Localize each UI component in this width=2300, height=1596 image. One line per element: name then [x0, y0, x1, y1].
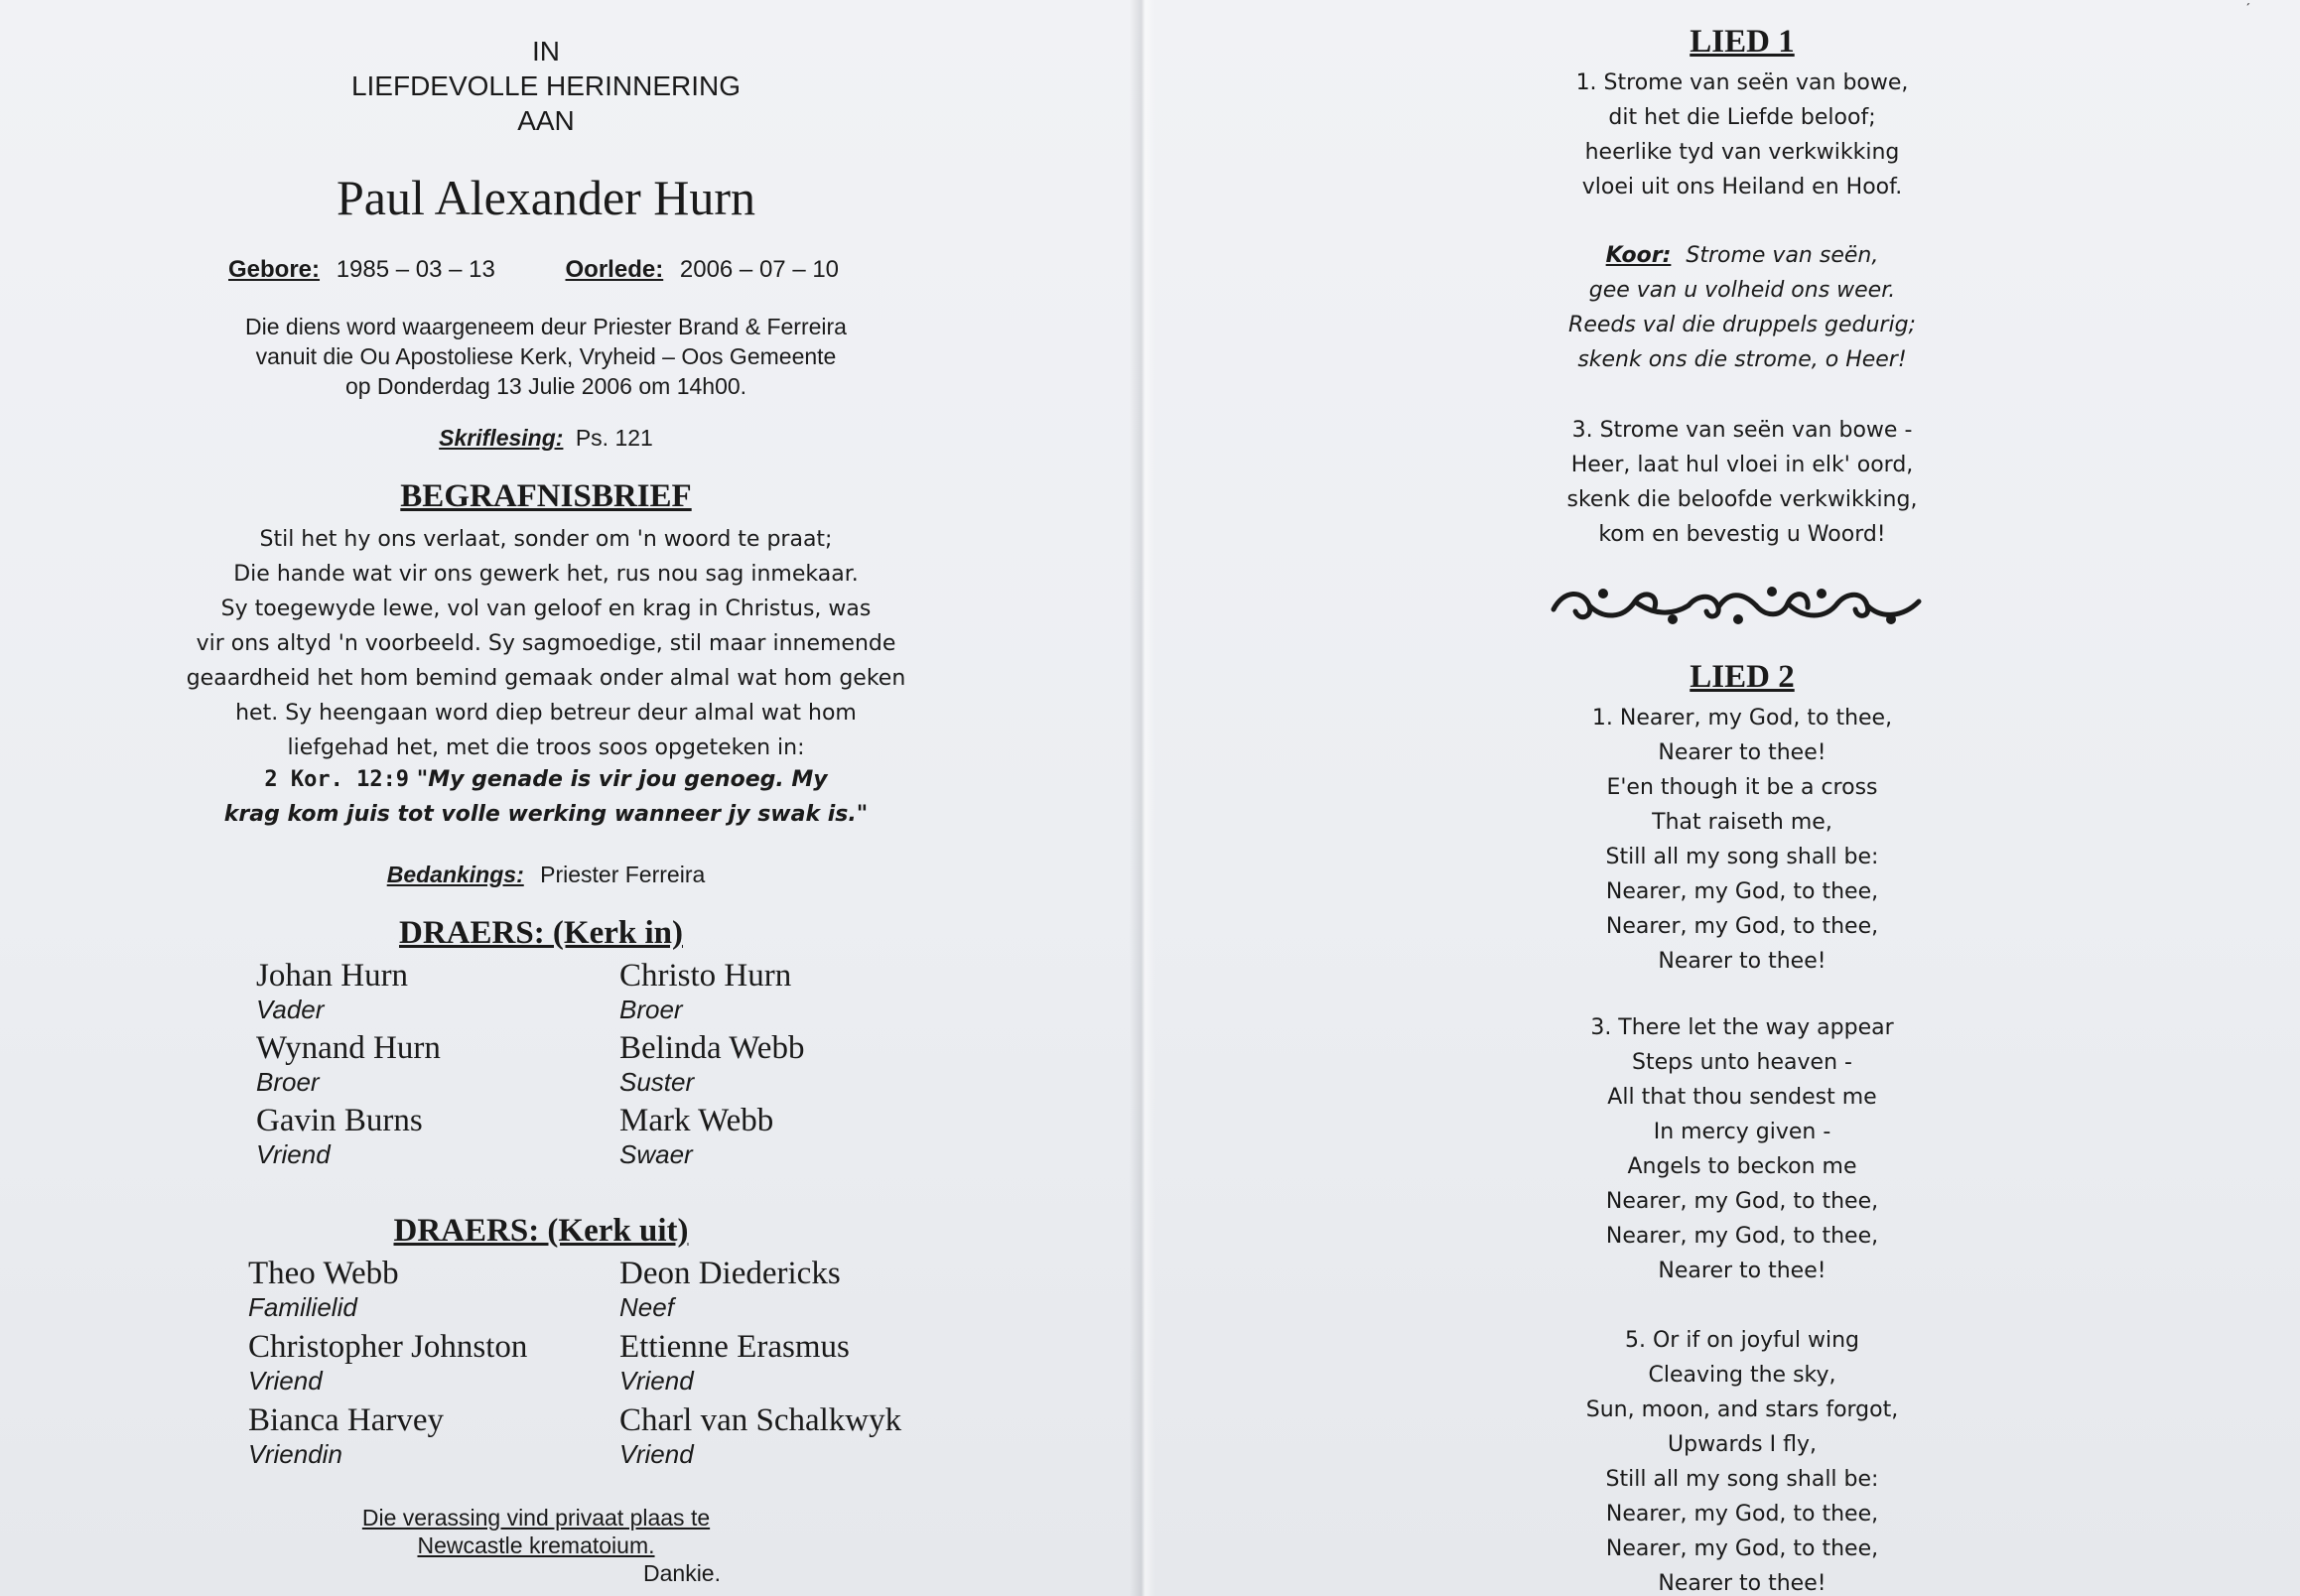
- reading-value: Ps. 121: [575, 425, 653, 451]
- brief-line: Sy toegewyde lewe, vol van geloof en krag in Christus, was: [220, 597, 872, 621]
- bearer-relation: Broer: [256, 1067, 320, 1097]
- lyric-line: 1. Strome van seën van bowe,: [1575, 70, 1909, 95]
- died-label: Oorlede:: [565, 256, 664, 283]
- bearer-relation: Vriend: [619, 1439, 694, 1469]
- lyric-line: 3. Strome van seën van bowe -: [1571, 418, 1913, 443]
- bearer-relation: Vriend: [248, 1366, 323, 1396]
- closing-thanks: Dankie.: [643, 1560, 721, 1586]
- bearer-name: Christopher Johnston: [248, 1329, 528, 1365]
- bearer-name: Johan Hurn: [256, 958, 409, 994]
- lyric-line: dit het die Liefde beloof;: [1608, 105, 1876, 130]
- bearer-name: Ettienne Erasmus: [619, 1329, 850, 1365]
- intro-line: AAN: [517, 105, 575, 136]
- bearer-relation: Vriend: [256, 1139, 331, 1169]
- bearer-relation: Vriendin: [248, 1439, 342, 1469]
- brief-line: het. Sy heengaan word diep betreur deur almal wat hom: [235, 701, 857, 726]
- bearer-name: Mark Webb: [619, 1103, 774, 1138]
- bearer-name: Deon Diedericks: [619, 1256, 841, 1291]
- bearer: [619, 1029, 804, 1097]
- verse-text: "My genade is vir jou genoeg. My: [416, 767, 828, 792]
- brief-line: liefgehad het, met die troos soos opgeteken in:: [287, 735, 805, 760]
- intro-line: IN: [532, 36, 560, 66]
- lyric-line: Cleaving the sky,: [1648, 1363, 1836, 1388]
- lyric-line: Steps unto heaven -: [1632, 1050, 1852, 1075]
- bearer-relation: Broer: [619, 995, 683, 1024]
- bearer: [619, 1102, 773, 1169]
- bearer: [256, 1102, 423, 1169]
- bearer: [256, 1029, 441, 1097]
- scripture-reading: [0, 425, 1092, 452]
- bearer: [256, 957, 408, 1024]
- died-date: 2006 – 07 – 10: [679, 256, 840, 283]
- bearer-relation: Suster: [619, 1067, 695, 1097]
- verse-text: krag kom juis tot volle werking wanneer jy swak is.": [223, 802, 869, 827]
- bearer: [248, 1401, 444, 1469]
- song1-verse3: [1439, 413, 2045, 552]
- lyric-line: E'en though it be a cross: [1606, 775, 1878, 800]
- corner-mark: ˊ: [2245, 2, 2251, 19]
- page-fold: [1130, 0, 1155, 1596]
- lyric-line: 1. Nearer, my God, to thee,: [1591, 706, 1893, 731]
- lyric-line: Nearer, my God, to thee,: [1605, 914, 1879, 939]
- in-memory-heading: [0, 34, 1092, 138]
- lyric-line: Still all my song shall be:: [1605, 845, 1879, 869]
- bearer-name: Gavin Burns: [256, 1103, 423, 1138]
- lyric-line: Strome van seën,: [1686, 243, 1879, 268]
- verse-reference: 2 Kor. 12:9: [264, 767, 410, 792]
- brief-line: Die hande wat vir ons gewerk het, rus nou sag inmekaar.: [233, 562, 859, 587]
- bearer-relation: Swaer: [619, 1139, 693, 1169]
- bearer-name: Theo Webb: [248, 1256, 399, 1291]
- bearer-name: Charl van Schalkwyk: [619, 1402, 902, 1438]
- thanks-value: Priester Ferreira: [540, 862, 706, 887]
- song2-verse1: [1439, 701, 2045, 979]
- service-line: op Donderdag 13 Julie 2006 om 14h00.: [344, 373, 747, 399]
- lyric-line: heerlike tyd van verkwikking: [1584, 140, 1900, 165]
- song2-title: LIED 2: [1690, 659, 1795, 695]
- lyric-line: Nearer to thee!: [1658, 1571, 1826, 1596]
- lyric-line: Nearer to thee!: [1658, 1259, 1826, 1283]
- service-line: vanuit die Ou Apostoliese Kerk, Vryheid – Oos Gemeente: [255, 343, 837, 369]
- brief-line: vir ons altyd 'n voorbeeld. Sy sagmoedige, stil maar innemende: [196, 631, 896, 656]
- brief-title: BEGRAFNISBRIEF: [400, 478, 692, 514]
- lyric-line: 3. There let the way appear: [1590, 1015, 1894, 1040]
- lyric-line: Sun, moon, and stars forgot,: [1585, 1397, 1899, 1422]
- lyric-line: gee van u volheid ons weer.: [1588, 278, 1896, 303]
- song1-title: LIED 1: [1690, 24, 1795, 60]
- cremation-line: Newcastle krematoium.: [417, 1532, 655, 1558]
- lyric-line: kom en bevestig u Woord!: [1598, 522, 1886, 547]
- bearer: [619, 1328, 850, 1396]
- bearer-name: Christo Hurn: [619, 958, 792, 994]
- brief-verse: [159, 762, 933, 832]
- service-line: Die diens word waargeneem deur Priester Brand & Ferreira: [245, 314, 847, 339]
- lyric-line: Nearer, my God, to thee,: [1605, 879, 1879, 904]
- lyric-line: skenk ons die strome, o Heer!: [1577, 347, 1907, 372]
- lyric-line: Nearer, my God, to thee,: [1605, 1189, 1879, 1214]
- lyric-line: Nearer to thee!: [1658, 949, 1826, 974]
- bearer-relation: Familielid: [248, 1292, 357, 1322]
- flourish-ornament: [1544, 580, 1931, 631]
- deceased-name: Paul Alexander Hurn: [336, 170, 756, 225]
- thanks-label: Bedankings:: [386, 862, 524, 887]
- bearer: [248, 1255, 399, 1322]
- cremation-note: [0, 1504, 1072, 1559]
- lyric-line: Reeds val die druppels gedurig;: [1568, 313, 1916, 337]
- song2-verse5: [1439, 1323, 2045, 1596]
- lyric-line: Nearer, my God, to thee,: [1605, 1502, 1879, 1527]
- cremation-line: Die verassing vind privaat plaas te: [361, 1505, 711, 1530]
- lyric-line: 5. Or if on joyful wing: [1625, 1328, 1859, 1353]
- song2-verse3: [1439, 1010, 2045, 1288]
- lyric-line: Nearer to thee!: [1658, 740, 1826, 765]
- bearer-name: Wynand Hurn: [256, 1030, 441, 1066]
- lyric-line: In mercy given -: [1653, 1120, 1831, 1144]
- bearer: [619, 1255, 841, 1322]
- lyric-line: Angels to beckon me: [1627, 1154, 1857, 1179]
- lyric-line: Still all my song shall be:: [1605, 1467, 1879, 1492]
- service-details: [0, 312, 1092, 401]
- bearer-relation: Vader: [256, 995, 325, 1024]
- lyric-line: Nearer, my God, to thee,: [1605, 1536, 1879, 1561]
- brief-line: geaardheid het hom bemind gemaak onder almal wat hom geken: [186, 666, 906, 691]
- song1-chorus: [1439, 238, 2045, 377]
- born-label: Gebore:: [228, 256, 321, 283]
- acknowledgements: [0, 862, 1092, 888]
- lyric-line: Nearer, my God, to thee,: [1605, 1224, 1879, 1249]
- bearers-out-title: DRAERS: (Kerk uit): [393, 1213, 689, 1249]
- lyric-line: That raiseth me,: [1652, 810, 1832, 835]
- chorus-label: Koor:: [1605, 243, 1672, 268]
- bearer: [248, 1328, 527, 1396]
- reading-label: Skriflesing:: [439, 425, 564, 451]
- lyric-line: Heer, laat hul vloei in elk' oord,: [1570, 453, 1914, 477]
- born-date: 1985 – 03 – 13: [336, 256, 495, 283]
- lyric-line: skenk die beloofde verkwikking,: [1566, 487, 1918, 512]
- intro-line: LIEFDEVOLLE HERINNERING: [350, 70, 742, 101]
- brief-line: Stil het hy ons verlaat, sonder om 'n woord te praat;: [259, 527, 833, 552]
- lyric-line: All that thou sendest me: [1607, 1085, 1877, 1110]
- brief-text: [159, 522, 933, 765]
- lyric-line: vloei uit ons Heiland en Hoof.: [1581, 175, 1903, 200]
- bearers-in-title: DRAERS: (Kerk in): [399, 915, 683, 951]
- bearer: [619, 1401, 901, 1469]
- song1-verse1: [1439, 66, 2045, 204]
- bearer-name: Bianca Harvey: [248, 1402, 444, 1438]
- dates-line: [228, 256, 839, 284]
- bearer-relation: Vriend: [619, 1366, 694, 1396]
- lyric-line: Upwards I fly,: [1668, 1432, 1817, 1457]
- bearer-relation: Neef: [619, 1292, 674, 1322]
- bearer-name: Belinda Webb: [619, 1030, 805, 1066]
- bearer: [619, 957, 791, 1024]
